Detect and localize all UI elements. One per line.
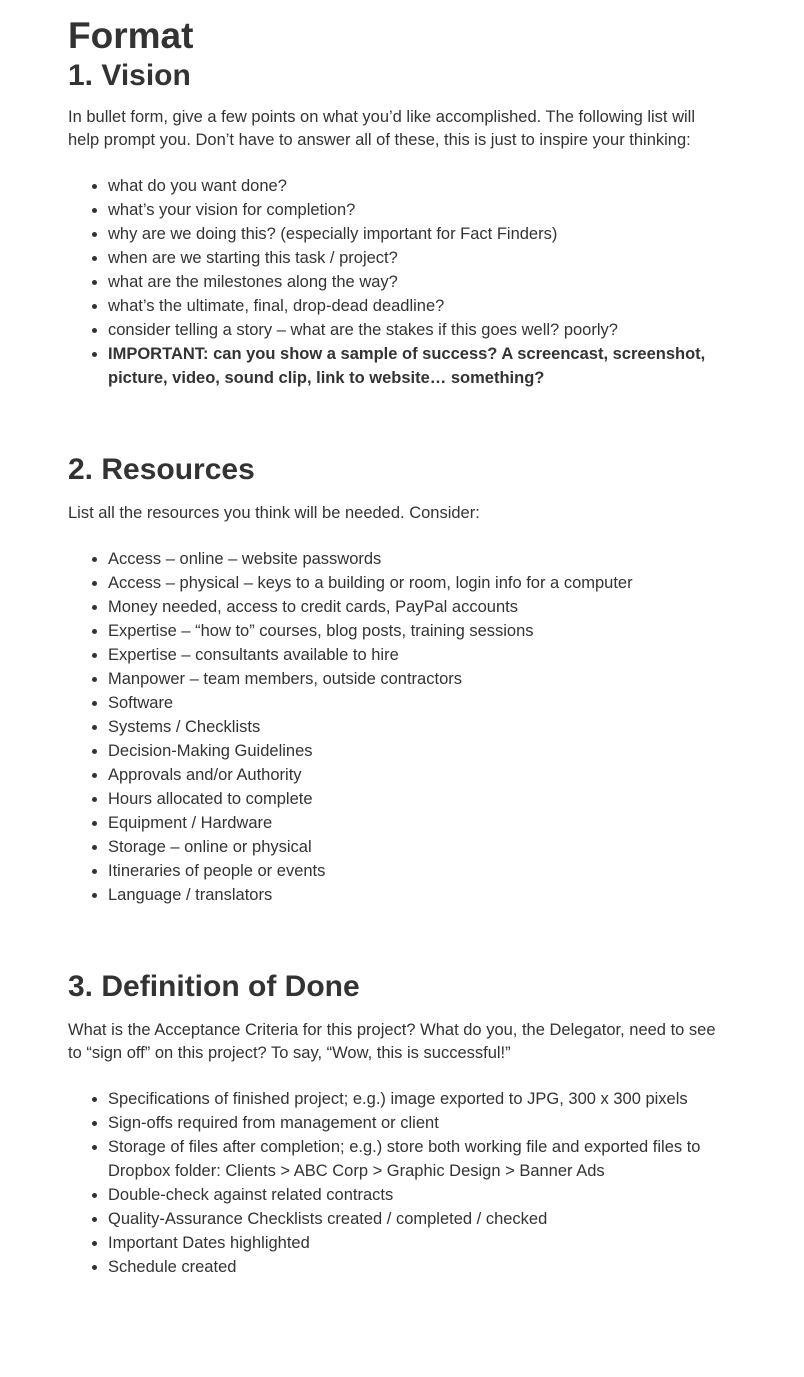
list-item: • Access – physical – keys to a building or room, login info for a computer bbox=[108, 571, 724, 595]
list-item: • Itineraries of people or events bbox=[108, 859, 724, 883]
section-resources bbox=[68, 452, 724, 907]
list-item: • what do you want done? bbox=[108, 174, 724, 198]
section-intro: In bullet form, give a few points on what you’d like accomplished. The following list will help prompt you. Don’t have to answer all of these, this is just to inspire your thinking: bbox=[68, 108, 695, 149]
list-item: • Expertise – consultants available to hire bbox=[108, 643, 724, 667]
section-intro: List all the resources you think will be needed. Consider: bbox=[68, 504, 480, 522]
list-item: • when are we starting this task / project? bbox=[108, 246, 724, 270]
list-item: • Quality-Assurance Checklists created / completed / checked bbox=[108, 1207, 724, 1231]
section-intro: What is the Acceptance Criteria for this project? What do you, the Delegator, need to see to “sign off” on this project? To say, “Wow, this is successful!” bbox=[68, 1021, 716, 1062]
bullet-list bbox=[68, 174, 724, 390]
bullet-list bbox=[68, 547, 724, 907]
list-item: • Specifications of finished project; e.g.) image exported to JPG, 300 x 300 pixels bbox=[108, 1087, 724, 1111]
list-item: • Software bbox=[108, 691, 724, 715]
list-item: • Sign-offs required from management or client bbox=[108, 1111, 724, 1135]
section-heading: 1. Vision bbox=[68, 59, 191, 92]
list-item: • Access – online – website passwords bbox=[108, 547, 724, 571]
section-vision bbox=[68, 58, 724, 390]
section-heading: 3. Definition of Done bbox=[68, 970, 360, 1003]
list-item: • what’s the ultimate, final, drop-dead deadline? bbox=[108, 294, 724, 318]
list-item: • Approvals and/or Authority bbox=[108, 763, 724, 787]
page-title: Format bbox=[68, 15, 194, 56]
section-definition-of-done bbox=[68, 969, 724, 1279]
list-item-important: • IMPORTANT: can you show a sample of success? A screencast, screenshot, picture, video, sound clip, link to website… something? bbox=[108, 342, 724, 390]
bullet-list bbox=[68, 1087, 724, 1279]
list-item: • Storage – online or physical bbox=[108, 835, 724, 859]
list-item: • Language / translators bbox=[108, 883, 724, 907]
section-heading: 2. Resources bbox=[68, 453, 255, 486]
list-item: • Storage of files after completion; e.g.) store both working file and exported files to Dropbox folder: Clients > ABC Corp > Graphic Design > Banner Ads bbox=[108, 1135, 724, 1183]
list-item: • consider telling a story – what are the stakes if this goes well? poorly? bbox=[108, 318, 724, 342]
list-item: • Systems / Checklists bbox=[108, 715, 724, 739]
list-item: • Important Dates highlighted bbox=[108, 1231, 724, 1255]
list-item: • Double-check against related contracts bbox=[108, 1183, 724, 1207]
list-item: • Manpower – team members, outside contractors bbox=[108, 667, 724, 691]
list-item: • Equipment / Hardware bbox=[108, 811, 724, 835]
list-item: • what are the milestones along the way? bbox=[108, 270, 724, 294]
list-item: • Schedule created bbox=[108, 1255, 724, 1279]
list-item: • why are we doing this? (especially important for Fact Finders) bbox=[108, 222, 724, 246]
list-item: • Decision-Making Guidelines bbox=[108, 739, 724, 763]
list-item: • Hours allocated to complete bbox=[108, 787, 724, 811]
list-item: • what’s your vision for completion? bbox=[108, 198, 724, 222]
list-item: • Expertise – “how to” courses, blog posts, training sessions bbox=[108, 619, 724, 643]
list-item: • Money needed, access to credit cards, PayPal accounts bbox=[108, 595, 724, 619]
